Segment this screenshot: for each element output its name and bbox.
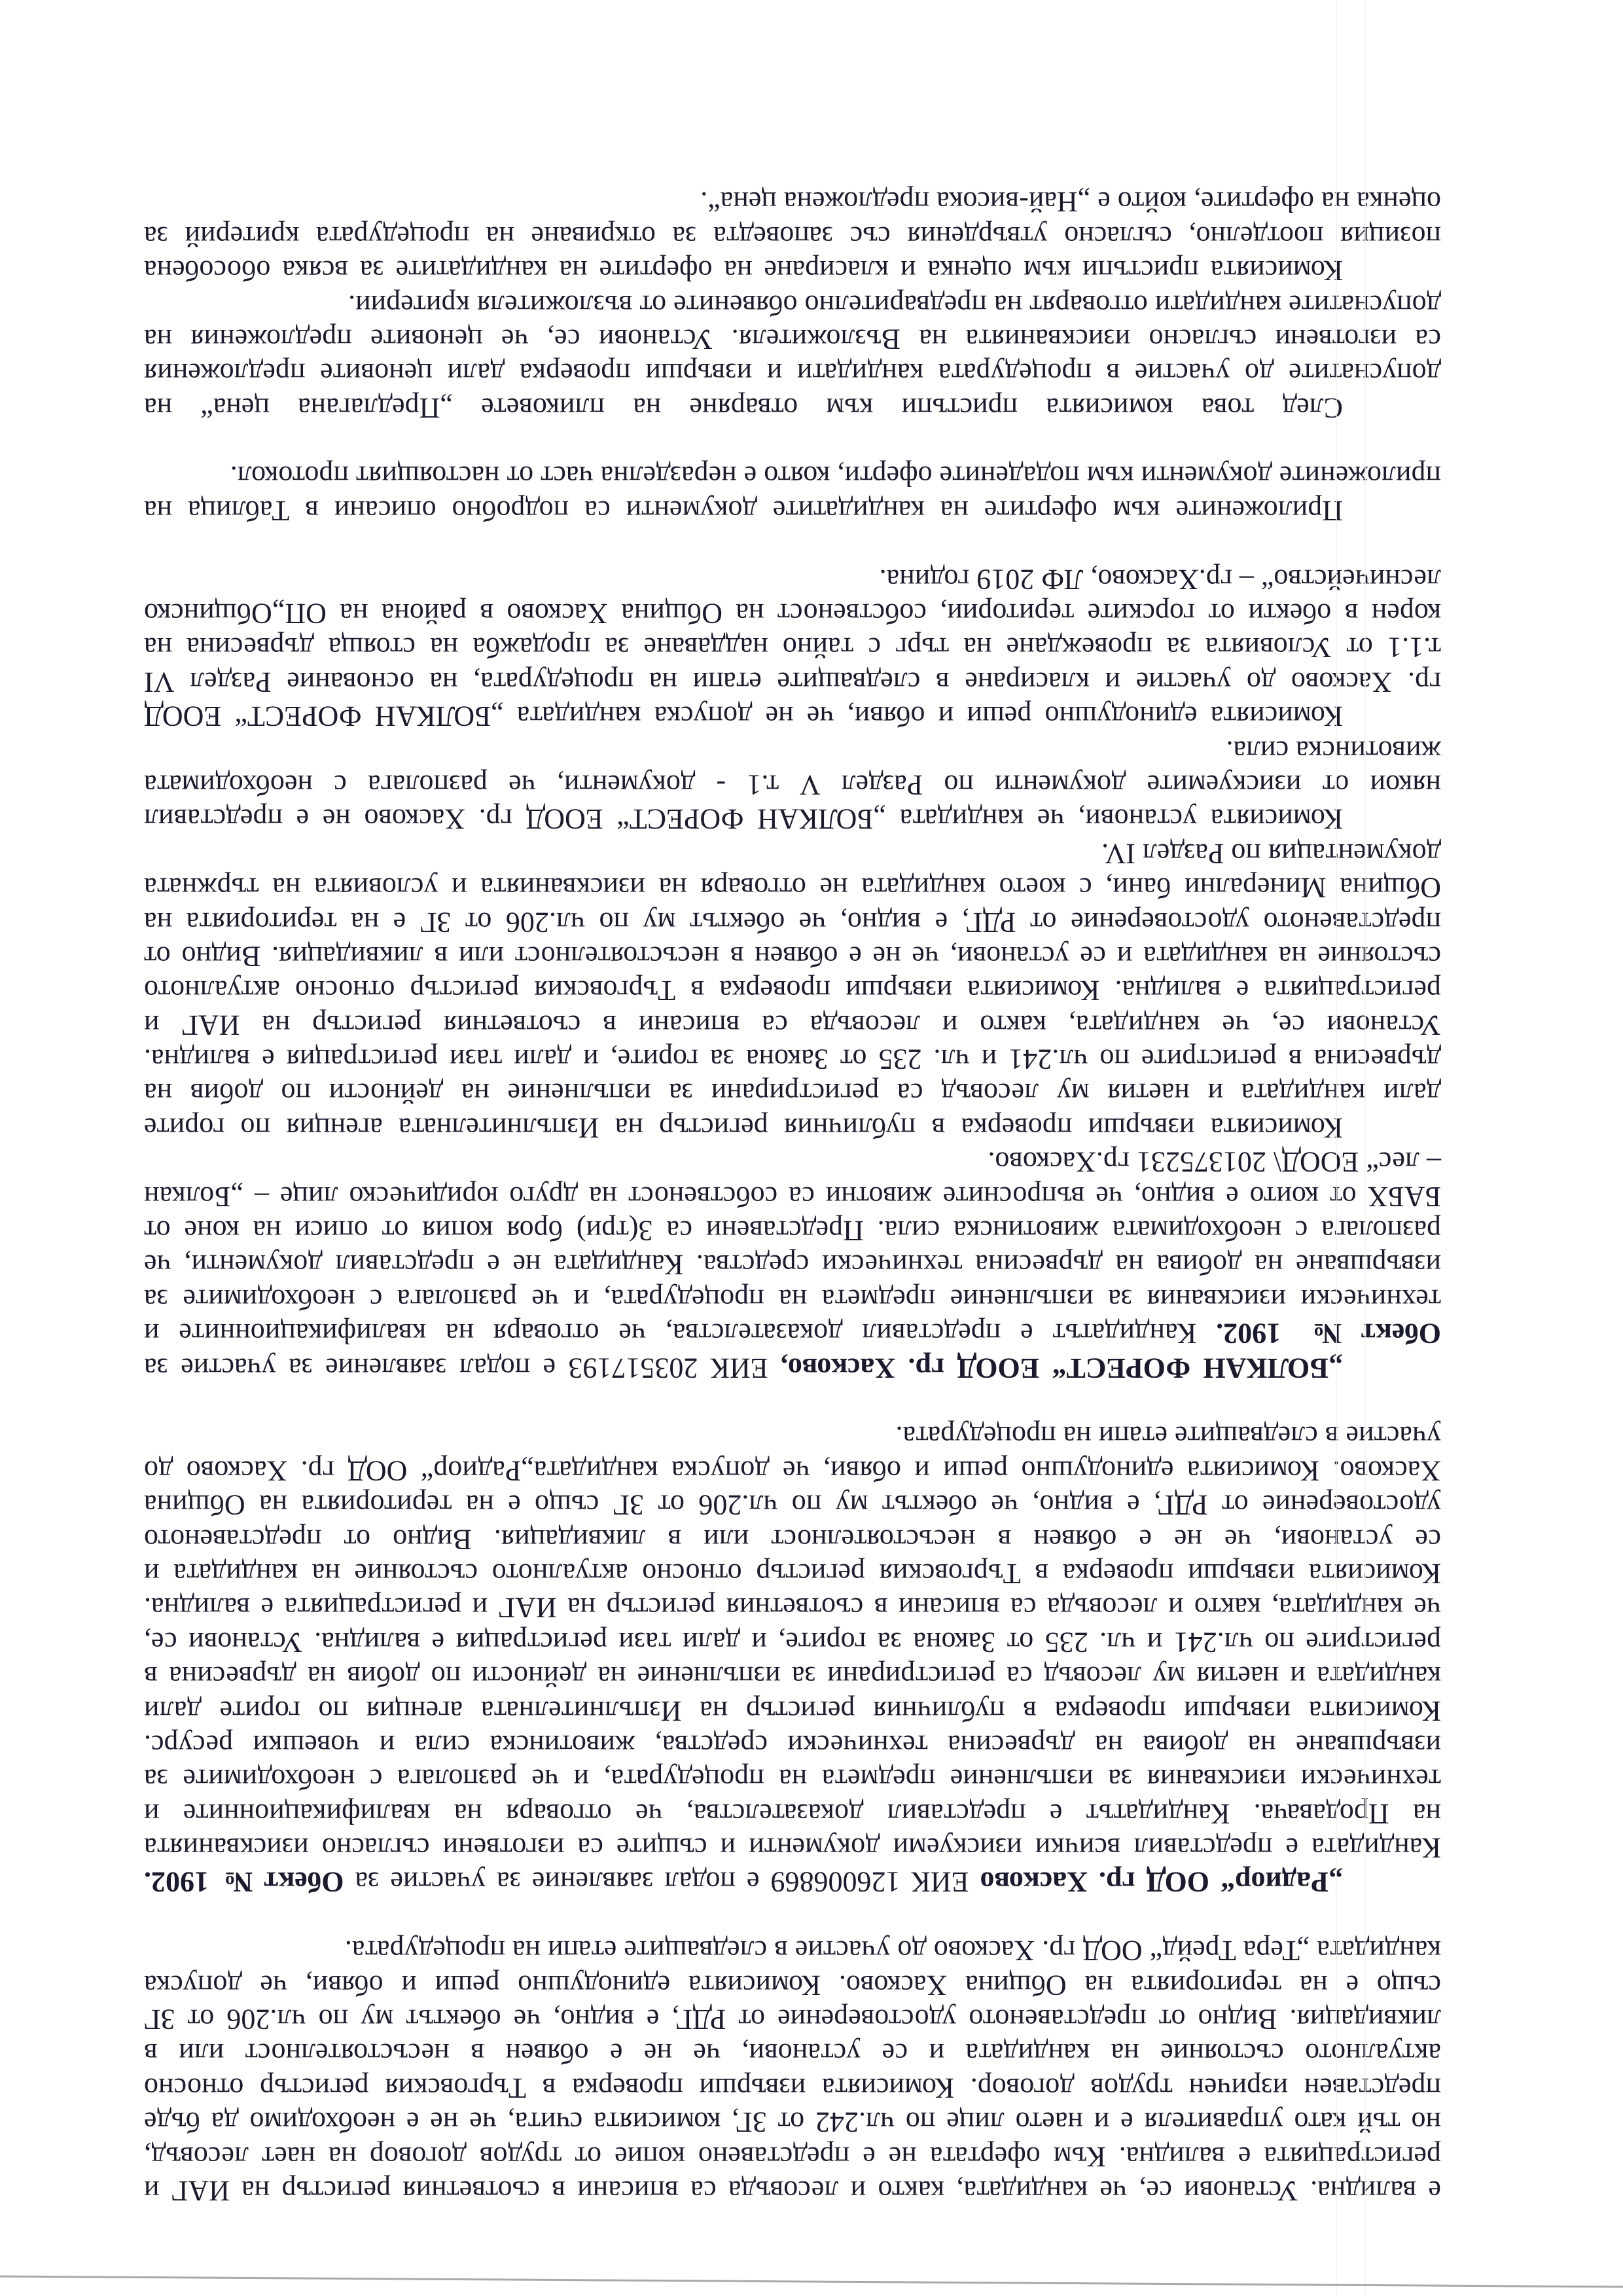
text-line	[144, 1865, 1441, 1899]
text-line: лесничейство“ – гр.Хасково, ЛФ 2019 година.	[879, 563, 1441, 596]
text-line: допуснатите до участие в процедурата кандидати и извърши проверка дали ценовите предложения	[144, 357, 1441, 390]
text-line: БАБХ от които е видно, че въпросните животни са собственост на друго юридическо лице – „Болкан	[144, 1180, 1441, 1213]
text-line: също е на територията на Община Хасково. Комисията единодушно реши и обяви, че допуска	[144, 1969, 1441, 2001]
bold-text-segment: „БОЛКАН ФОРЕСТ“ ЕООД гр. Хасково,	[780, 1352, 1343, 1384]
text-line: Комисията установи, че кандидата „БОЛКАН ФОРЕСТ“ ЕООД гр. Хасково не е представил	[144, 803, 1343, 836]
text-line: корен в обекти от горските територии, собственост на Община Хасково в района на ОП„Общинско	[144, 598, 1441, 630]
paragraph-bolkan-forest-application	[144, 1145, 1441, 1385]
text-line: Приложените към офертите на кандидатите документи са подробно описани в Таблица на	[144, 494, 1343, 527]
text-line: участие в следващите етапи на процедурата.	[895, 1420, 1441, 1453]
text-line: ликвидация. Видно от представеното удостоверение от РДГ, е видно, че обектът му по чл.206 от ЗГ	[144, 2003, 1441, 2036]
text-line: приложените документи към подадените оферти, която е неразделна част от настоящият протокол.	[230, 460, 1441, 493]
text-line: т.1.1 от Условията за провеждане на търг с тайно наддаване за продажба на стояща дървесина на	[144, 632, 1441, 664]
bold-text-segment: „Радиор“ ООД гр. Хасково	[980, 1866, 1343, 1899]
bold-text-segment: Обект № 1902.	[1216, 1318, 1441, 1350]
paragraph-price-envelopes	[144, 287, 1441, 425]
text-line: кандидата и наетия му лесовъд са регистрирани за изпълнение на дейности по добив на дървесина в	[144, 1660, 1441, 1693]
paragraph-bolkan-forest-register-check	[144, 836, 1441, 1145]
text-line: Установи се, че кандидата, както и лесовъда са вписани в съответния регистър на ИАГ и	[144, 1009, 1441, 1041]
text-line: гр. Хасково до участие и класиране в следващите етапи на процедурата, на основание Раздел VI	[144, 666, 1441, 698]
text-line: разполага с необходимата животинска сила. Представени са 3(три) броя копия от описи на коне от	[144, 1215, 1441, 1247]
text-line: са изготвени съгласно изискванията на Възложителя. Установи се, че ценовите предложения на	[144, 323, 1441, 355]
text-line: но тъй като управителя е и наето лице по чл.242 от ЗГ, комисията счита, че не е необходимо да бъде	[144, 2106, 1441, 2139]
text-line: регистрацията е валидна. Комисията извърши проверка в Търговския регистър относно актуалното	[144, 975, 1441, 1007]
text-line: регистрите по чл.241 и чл. 235 от Закона за горите, и дали тази регистрация е валидна. Установи се,	[144, 1626, 1441, 1659]
bold-text-segment: Обект № 1902.	[144, 1866, 344, 1899]
text-line: Община Минерални бани, с което кандидата не отговаря на изискванията и условията на тържната	[144, 872, 1441, 905]
text-line	[144, 1350, 1441, 1384]
paragraph-gap	[144, 1899, 1441, 1933]
paragraph-gap	[144, 528, 1441, 562]
paragraph-gap	[144, 1385, 1441, 1419]
text-line: регистрацията е валидна. Към офертата не е представено копие от трудов договор на нает лесовъд,	[144, 2140, 1441, 2173]
text-line: Комисията пристъпи към оценка и класиране на офертите на кандидатите за всяка обособена	[144, 255, 1343, 287]
text-line: се установи, че не е обявен в несъстоятелност или в ликвидация. Видно от представеното	[144, 1523, 1441, 1556]
text-line: животинска сила.	[1226, 734, 1441, 767]
text-line: Комисията извърши проверка в публичния регистър на Изпълнителната агенция по горите дали	[144, 1695, 1441, 1727]
text-line: представеното удостоверение от РДГ, е видно, че обектът му по чл.206 от ЗГ е на територията на	[144, 906, 1441, 939]
text-line: оценка на офертите, който е „Най-висока предложена цена“.	[700, 186, 1441, 219]
text-line: представен изричен трудов договор. Комисията извърши проверка в Търговския регистър относно	[144, 2072, 1441, 2104]
text-line: Комисията единодушно реши и обяви, че не допуска кандидата „БОЛКАН ФОРЕСТ“ ЕООД	[144, 700, 1343, 733]
text-line: извършване на добива на дървесина технически средства. Кандидата не е представил документи, че	[144, 1249, 1441, 1282]
text-line: технически изисквания за изпълнение предмета на процедурата, и че разполага с необходимите за	[144, 1283, 1441, 1316]
text-line: извършване на добива на дървесина технически средства, животинска сила и човешки ресурс.	[144, 1729, 1441, 1761]
text-line: на Продавача. Кандидатът е представил доказателства, че отговаря на квалификационните и	[144, 1797, 1441, 1830]
paragraph-evaluation	[144, 185, 1441, 287]
text-line: Хасково. Комисията единодушно реши и обяви, че допуска кандидата„Радиор“ ООД гр. Хасково до	[144, 1454, 1441, 1487]
text-segment: ЕИК 203517193 е подал заявление за участие за	[144, 1352, 781, 1384]
text-line: допуснатите кандидати отговарят на предварително обявените от възложителя критерии.	[348, 289, 1441, 321]
text-line: дали кандидата и наетия му лесовъд са регистрирани за изпълнение на дейности по добив на	[144, 1077, 1441, 1110]
text-line: Кандидата е представил всички изискуеми документи и същите са изготвени съгласно изискванията	[144, 1832, 1441, 1865]
text-line: технически изисквания за изпълнение предмета на процедурата, и че разполага с необходимите за	[144, 1763, 1441, 1796]
text-line: състояние на кандидата и се установи, че не е обявен в несъстоятелност или в ликвидация. Видно от	[144, 940, 1441, 973]
text-line: Комисията извърши проверка в Търговския регистър относно актуалното състояние на кандидата и	[144, 1557, 1441, 1590]
text-line: дървесина в регистрите по чл.241 и чл. 235 от Закона за горите, и дали тази регистрация е валидна.	[144, 1043, 1441, 1076]
text-line: позиция поотделно, съгласно утвърдения със заповедта за откриване на процедурата критерий за	[144, 220, 1441, 253]
text-line: Комисията извърши проверка в публичния регистър на Изпълнителната агенция по горите	[144, 1111, 1343, 1144]
paragraph-gap	[144, 425, 1441, 459]
paragraph-bolkan-forest-decision	[144, 562, 1441, 733]
text-segment: ЕИК 126006869 е подал заявление за участие за	[344, 1866, 980, 1899]
paragraph-bolkan-forest-missing-documents	[144, 733, 1441, 836]
text-line: – лес“ ЕООД\ 201375231 гр.Хасково.	[988, 1146, 1441, 1179]
text-line: кандидата „Тера Трейд“ ООД гр. Хасково до участие в следващите етапи на процедурата.	[344, 1935, 1441, 1967]
text-segment: Кандидатът е представил доказателства, че отговаря на квалификационните и	[144, 1318, 1217, 1350]
text-line: След това комисията пристъпи към отваряне на пликовете „Предлагана цена“ на	[144, 391, 1343, 424]
text-line: че кандидата, както и лесовъда са вписани в съответния регистър на ИАГ и регистрацията е валидна.	[144, 1592, 1441, 1624]
paragraph-tera-treid-continuation	[144, 1933, 1441, 2208]
text-line: е валидна. Установи се, че кандидата, както и лесовъда са вписани в съответния регистър на ИАГ и	[144, 2175, 1441, 2207]
text-line: удостоверение от РДГ, е видно, че обектът му по чл.206 от ЗГ също е на територията на Община	[144, 1489, 1441, 1522]
text-line: някои от изискуемите документи по Раздел V т.1 - документи, че разполага с необходимата	[144, 768, 1441, 801]
text-line: актуалното състояние на кандидата и се установи, че не е обявен в несъстоятелност или в	[144, 2037, 1441, 2070]
text-line	[144, 1316, 1441, 1350]
paragraph-radior-application	[144, 1419, 1441, 1899]
paragraph-attached-documents	[144, 459, 1441, 528]
document-body	[144, 185, 1441, 2208]
text-line: документация по Раздел IV.	[1101, 837, 1441, 870]
